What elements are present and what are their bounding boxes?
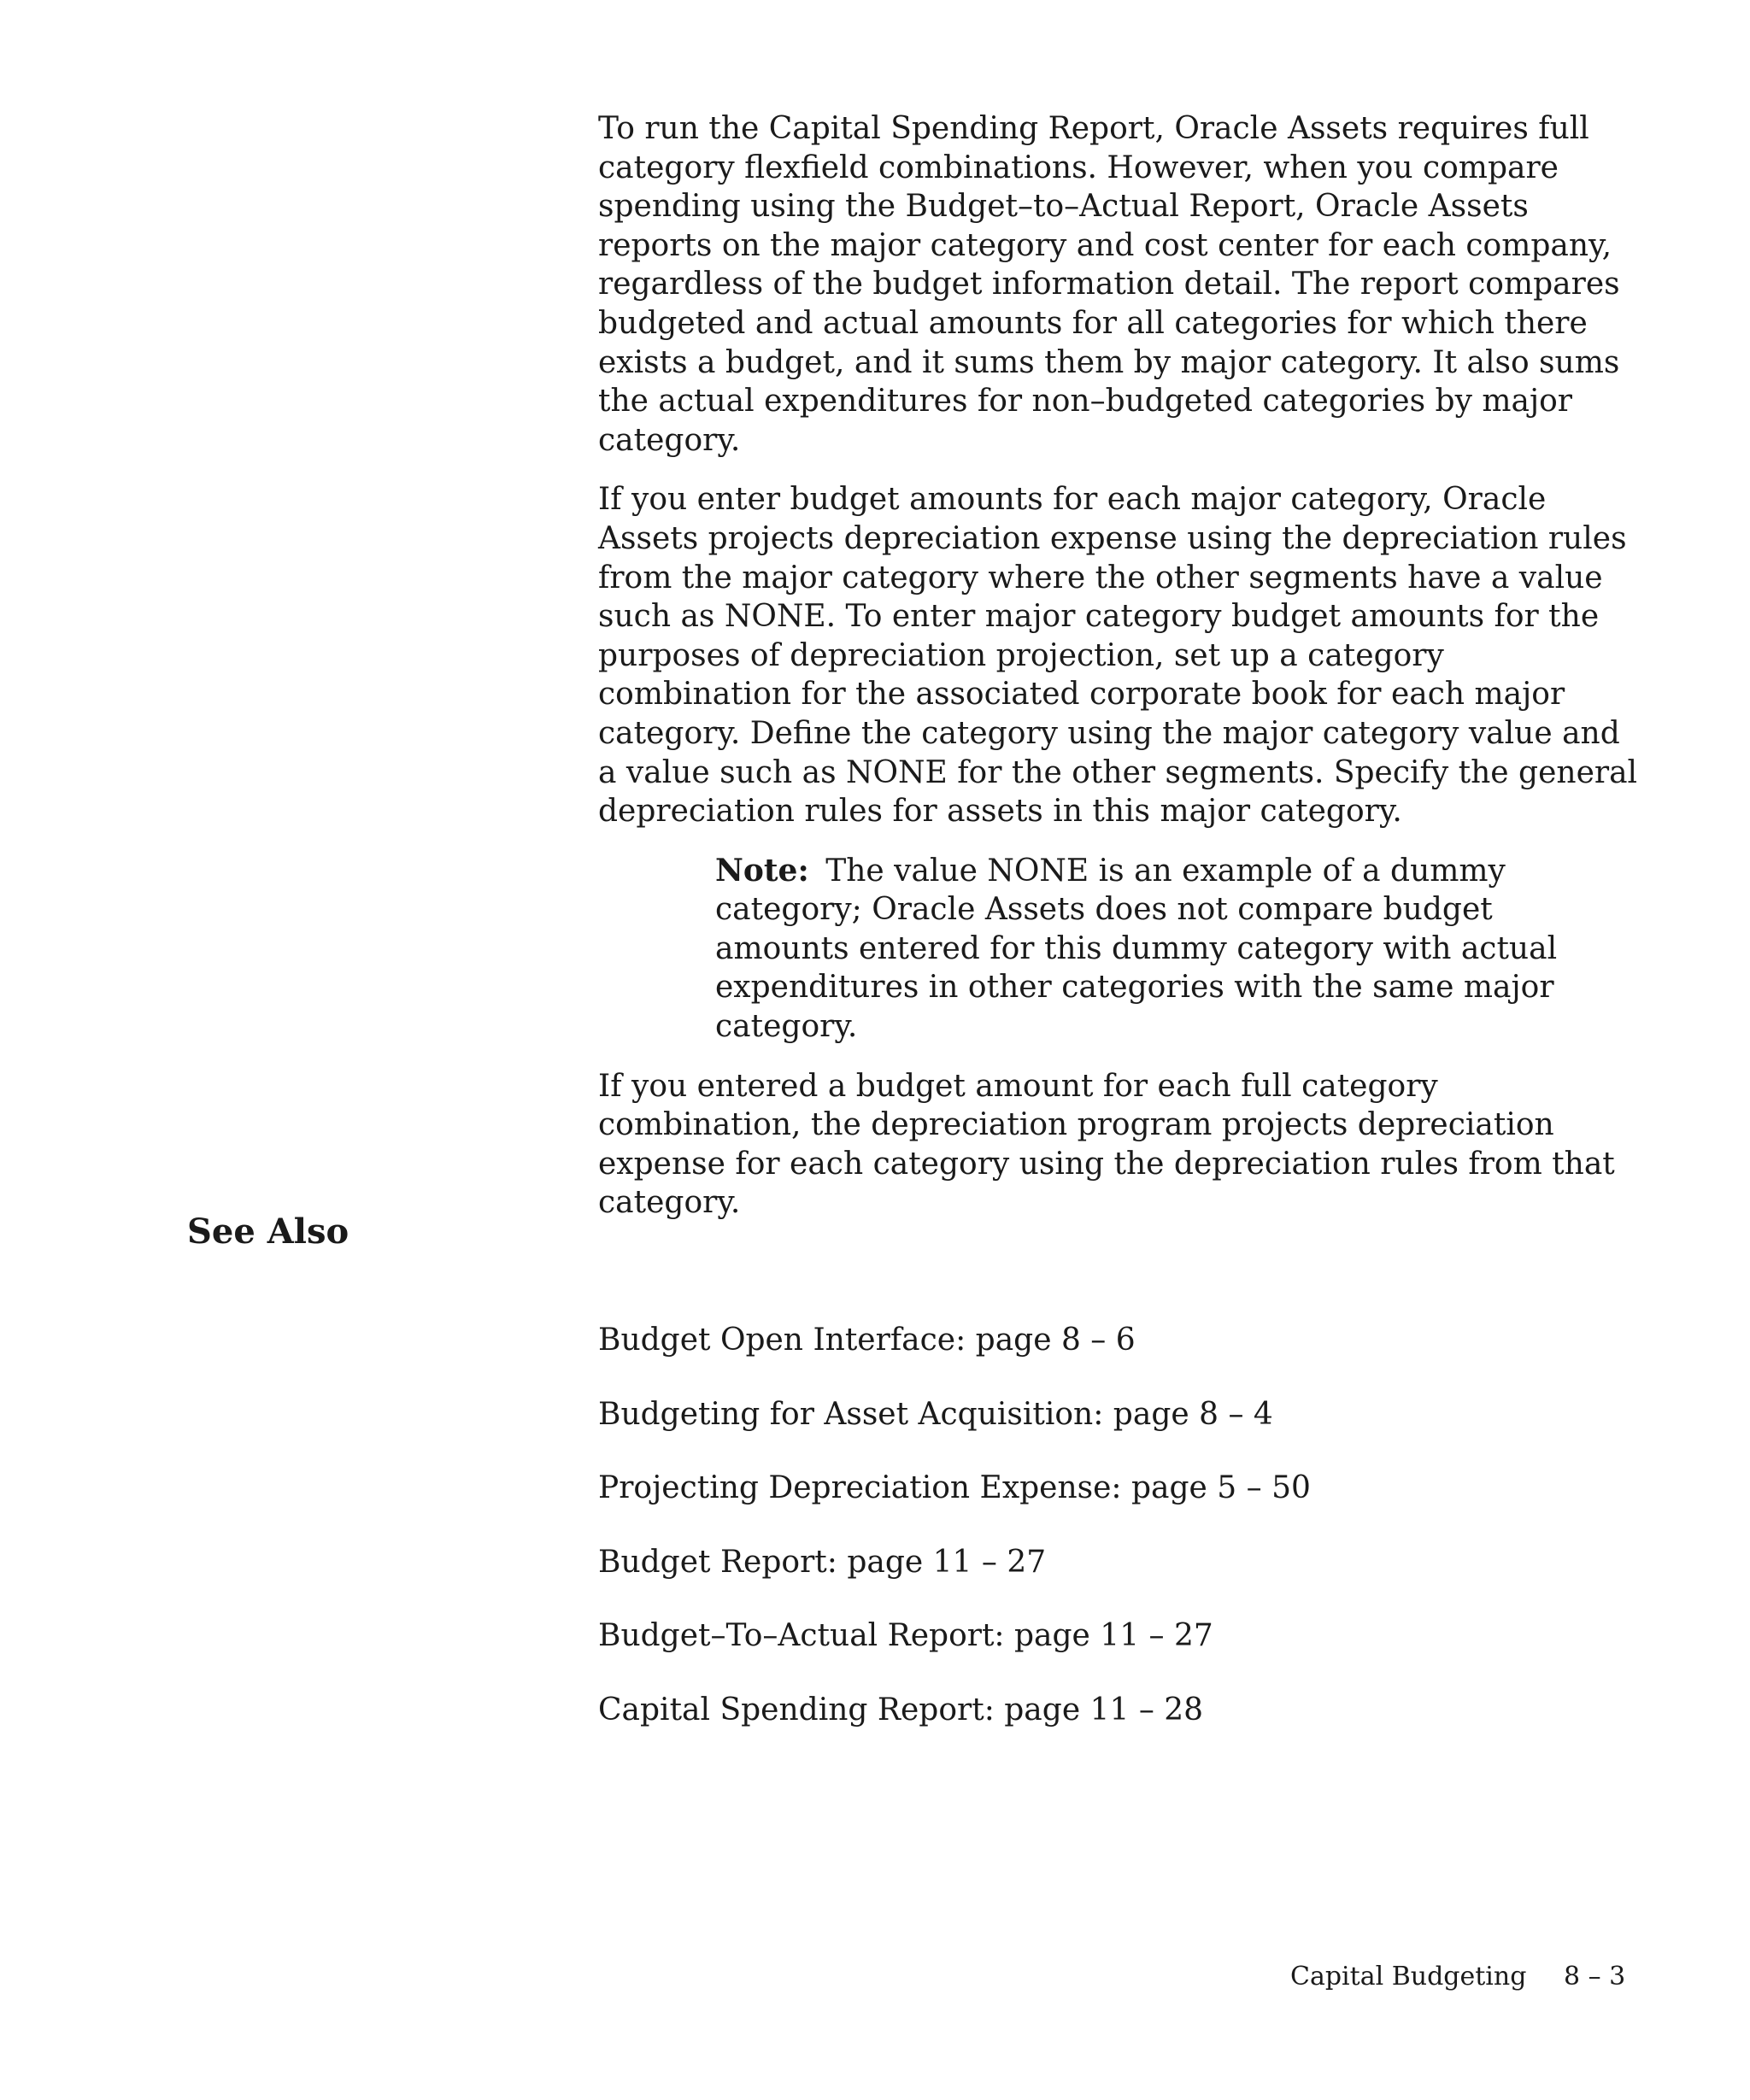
note-text: The value NONE is an example of a dummy category; Oracle Assets does not compare budget amounts entered for this dummy category with actual expenditures in other categories with the same major category. xyxy=(715,853,1558,1045)
see-also-link-projecting-depreciation[interactable]: Projecting Depreciation Expense: page 5 – 50 xyxy=(598,1470,1311,1506)
see-also-link-budget-to-actual-report[interactable]: Budget–To–Actual Report: page 11 – 27 xyxy=(598,1618,1213,1654)
see-also-list xyxy=(598,1321,1311,1765)
see-also-link-budget-report[interactable]: Budget Report: page 11 – 27 xyxy=(598,1544,1047,1580)
note-label: Note: xyxy=(715,852,809,889)
paragraph-full-category-budget: If you entered a budget amount for each full category combination, the depreciation program projects depreciation expense for each category using the depreciation rules from that category. xyxy=(598,1068,1615,1221)
paragraph-capital-spending: To run the Capital Spending Report, Oracle Assets requires full category flexfield combinations. However, when you compare spending using the Budget–to–Actual Report, Oracle Assets reports on the major category and cost center for each company, regardless of the budget information detail. The report compares budgeted and actual amounts for all categories for which there exists a budget, and it sums them by major category. It also sums the actual expenditures for non–budgeted categories by major category. xyxy=(598,111,1620,458)
paragraph-major-category-budget: If you enter budget amounts for each major category, Oracle Assets projects depreciation expense using the depreciation rules from the major category where the other segments have a value such as NONE. To enter major category budget amounts for the purposes of depreciation projection, set up a category combination for the associated corporate book for each major category. Define the category using the major category value and a value such as NONE for the other segments. Specify the general depreciation rules for assets in this major category. xyxy=(598,482,1638,830)
body-text-column xyxy=(598,109,1641,1243)
see-also-link-budgeting-asset-acquisition[interactable]: Budgeting for Asset Acquisition: page 8 – 4 xyxy=(598,1396,1273,1432)
footer-page-number: 8 – 3 xyxy=(1564,1962,1626,1991)
see-also-link-budget-open-interface[interactable]: Budget Open Interface: page 8 – 6 xyxy=(598,1323,1136,1358)
footer-section-title: Capital Budgeting xyxy=(1290,1962,1527,1991)
see-also-link-capital-spending-report[interactable]: Capital Spending Report: page 11 – 28 xyxy=(598,1692,1204,1728)
note-block xyxy=(715,852,1587,1047)
see-also-heading: See Also xyxy=(187,1211,349,1252)
